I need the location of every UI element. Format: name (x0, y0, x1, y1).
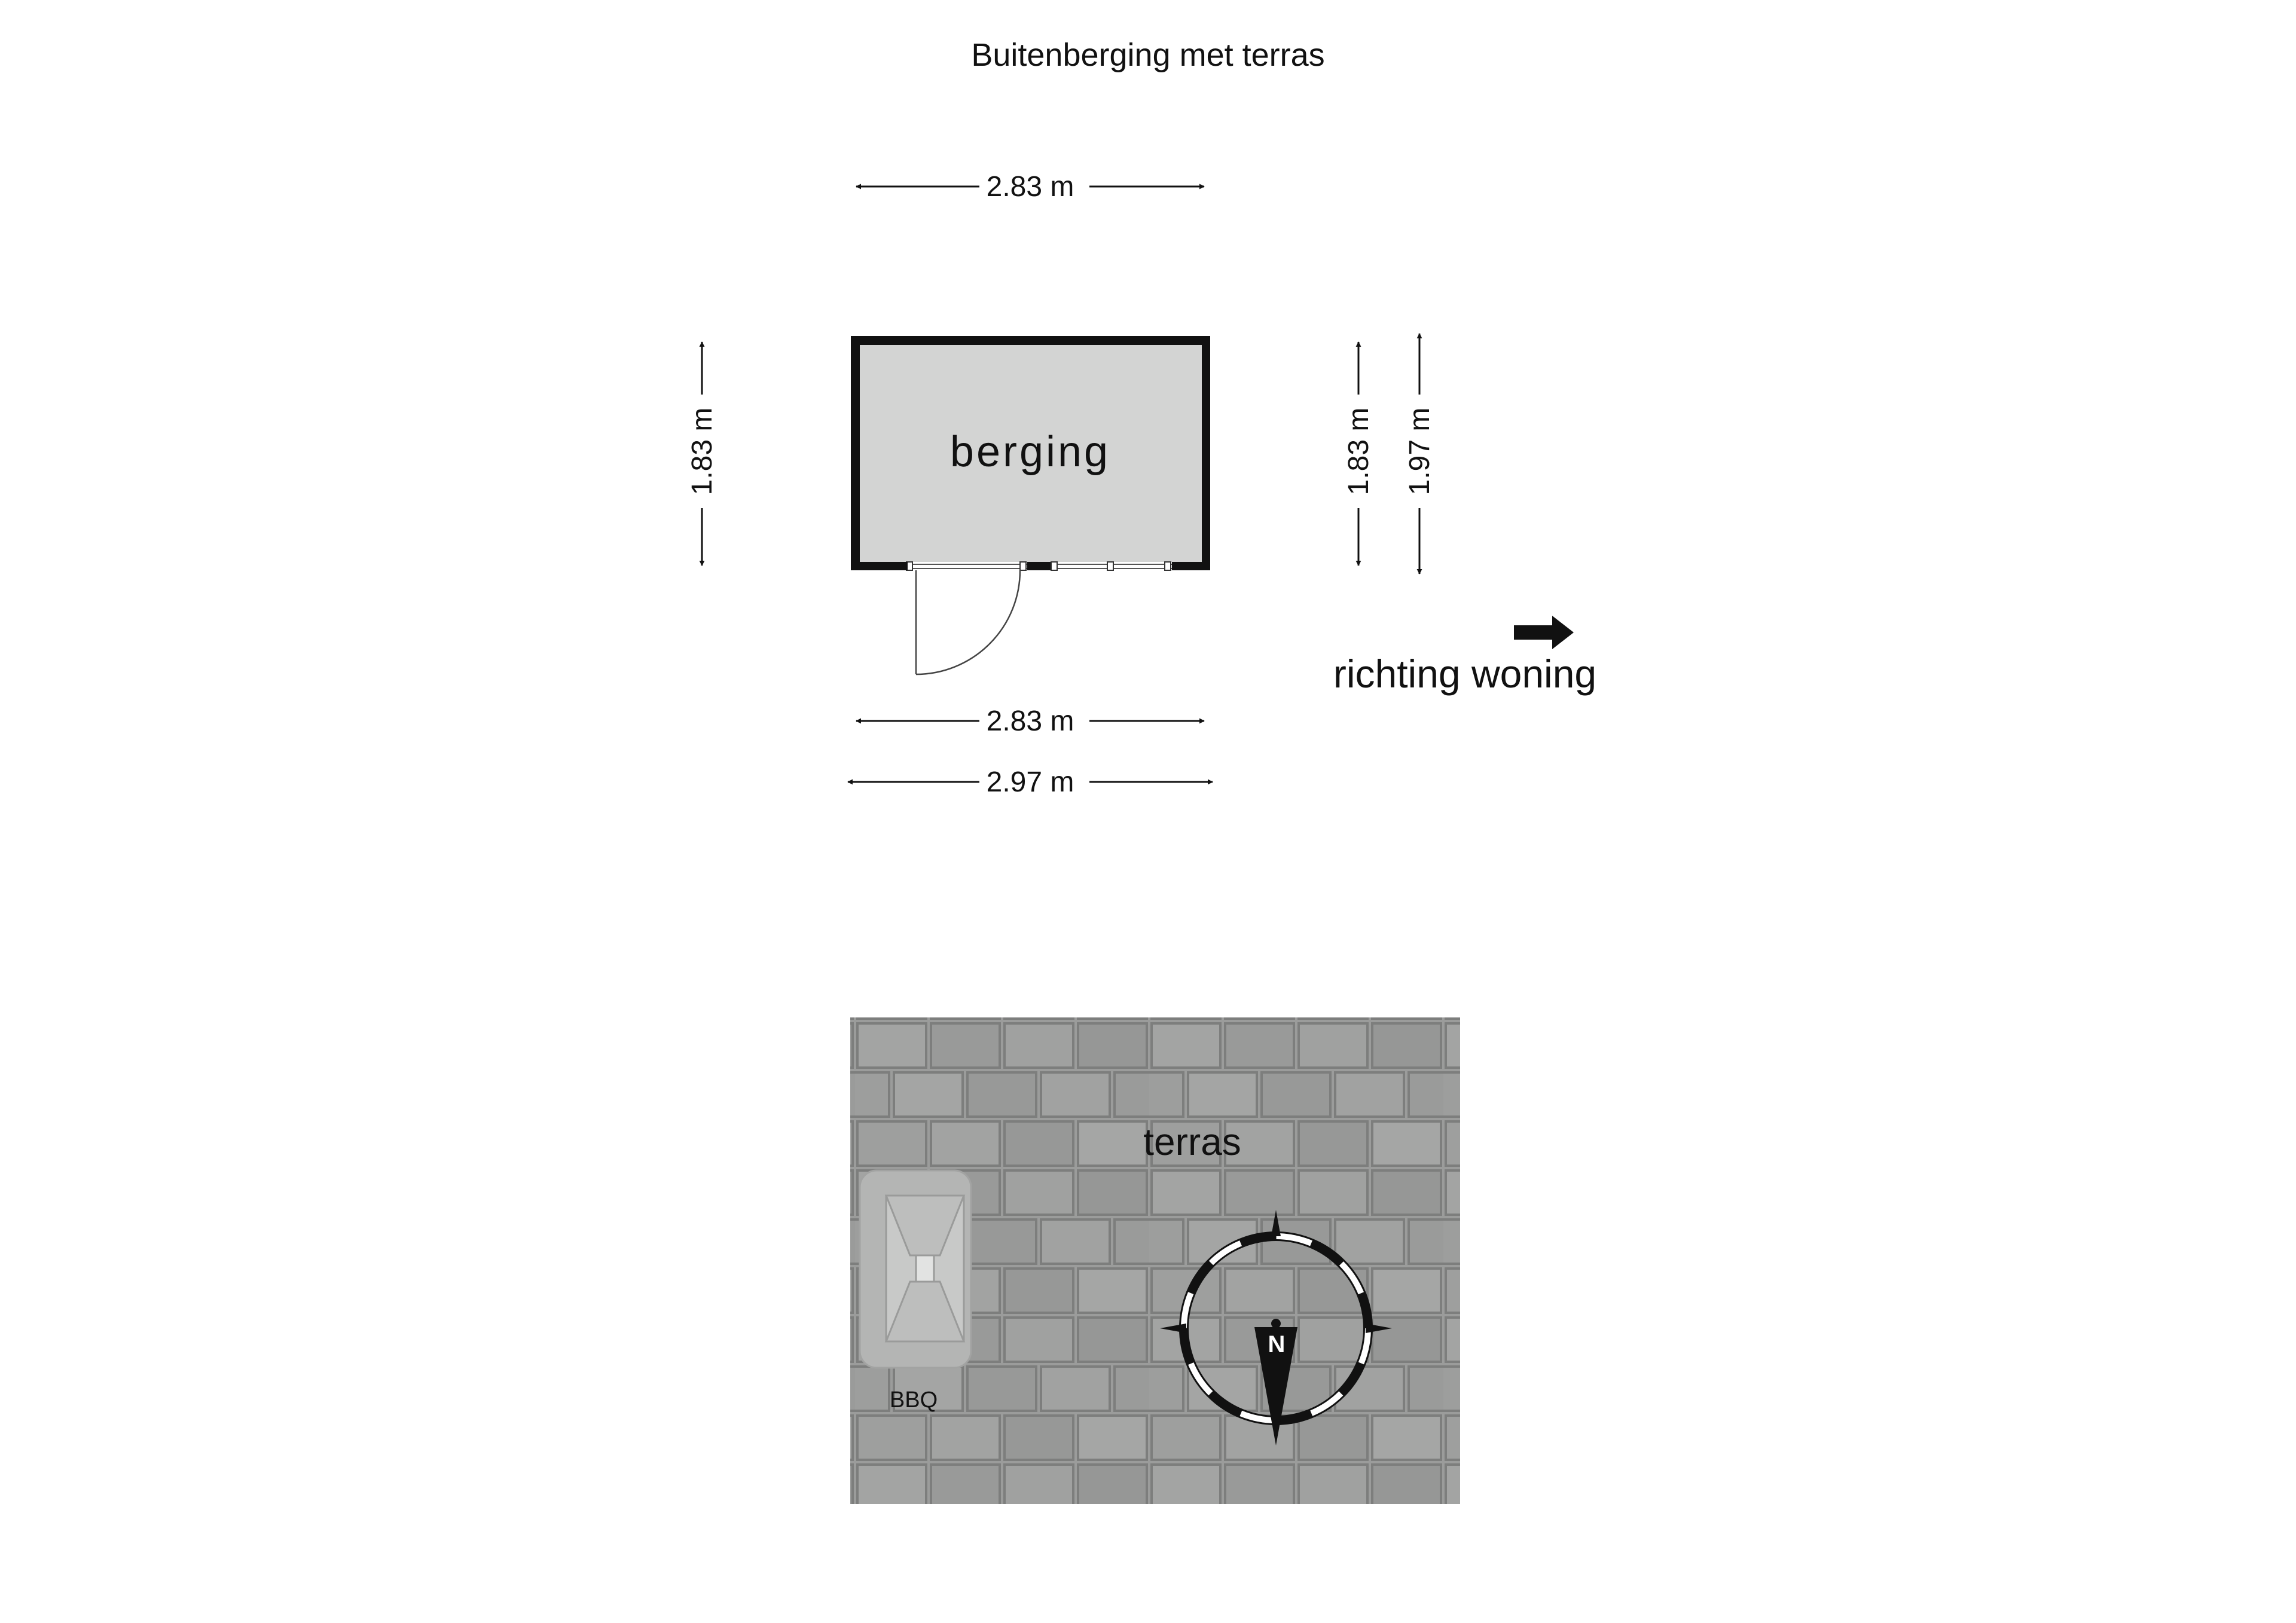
dimension-bottom-inner (856, 705, 1204, 737)
dimension-top-label: 2.83 m (986, 171, 1074, 203)
dimension-bottom-outer (848, 766, 1213, 798)
room-label-terras: terras (1143, 1120, 1241, 1163)
dimension-right-outer-label: 1.97 m (1404, 407, 1436, 496)
door-swing (916, 570, 1020, 674)
berging-room (851, 336, 1210, 570)
dimension-bottom-inner-label: 2.83 m (986, 705, 1074, 737)
terras-area (850, 1017, 1460, 1504)
bbq-label: BBQ (889, 1387, 938, 1413)
direction-indicator (1333, 616, 1596, 696)
compass-label: N (1268, 1331, 1286, 1358)
dimension-right-inner-label: 1.83 m (1343, 407, 1375, 496)
page-title: Buitenberging met terras (971, 37, 1325, 73)
direction-label: richting woning (1333, 652, 1597, 696)
dimension-right-inner (1343, 342, 1375, 566)
dimension-bottom-outer-label: 2.97 m (986, 766, 1074, 798)
dimension-top (856, 171, 1204, 203)
room-label-berging: berging (949, 428, 1111, 476)
dimension-right-outer (1404, 334, 1436, 574)
dimension-left (686, 342, 718, 566)
dimension-left-label: 1.83 m (686, 407, 718, 496)
arrow-right-icon (1514, 616, 1574, 649)
